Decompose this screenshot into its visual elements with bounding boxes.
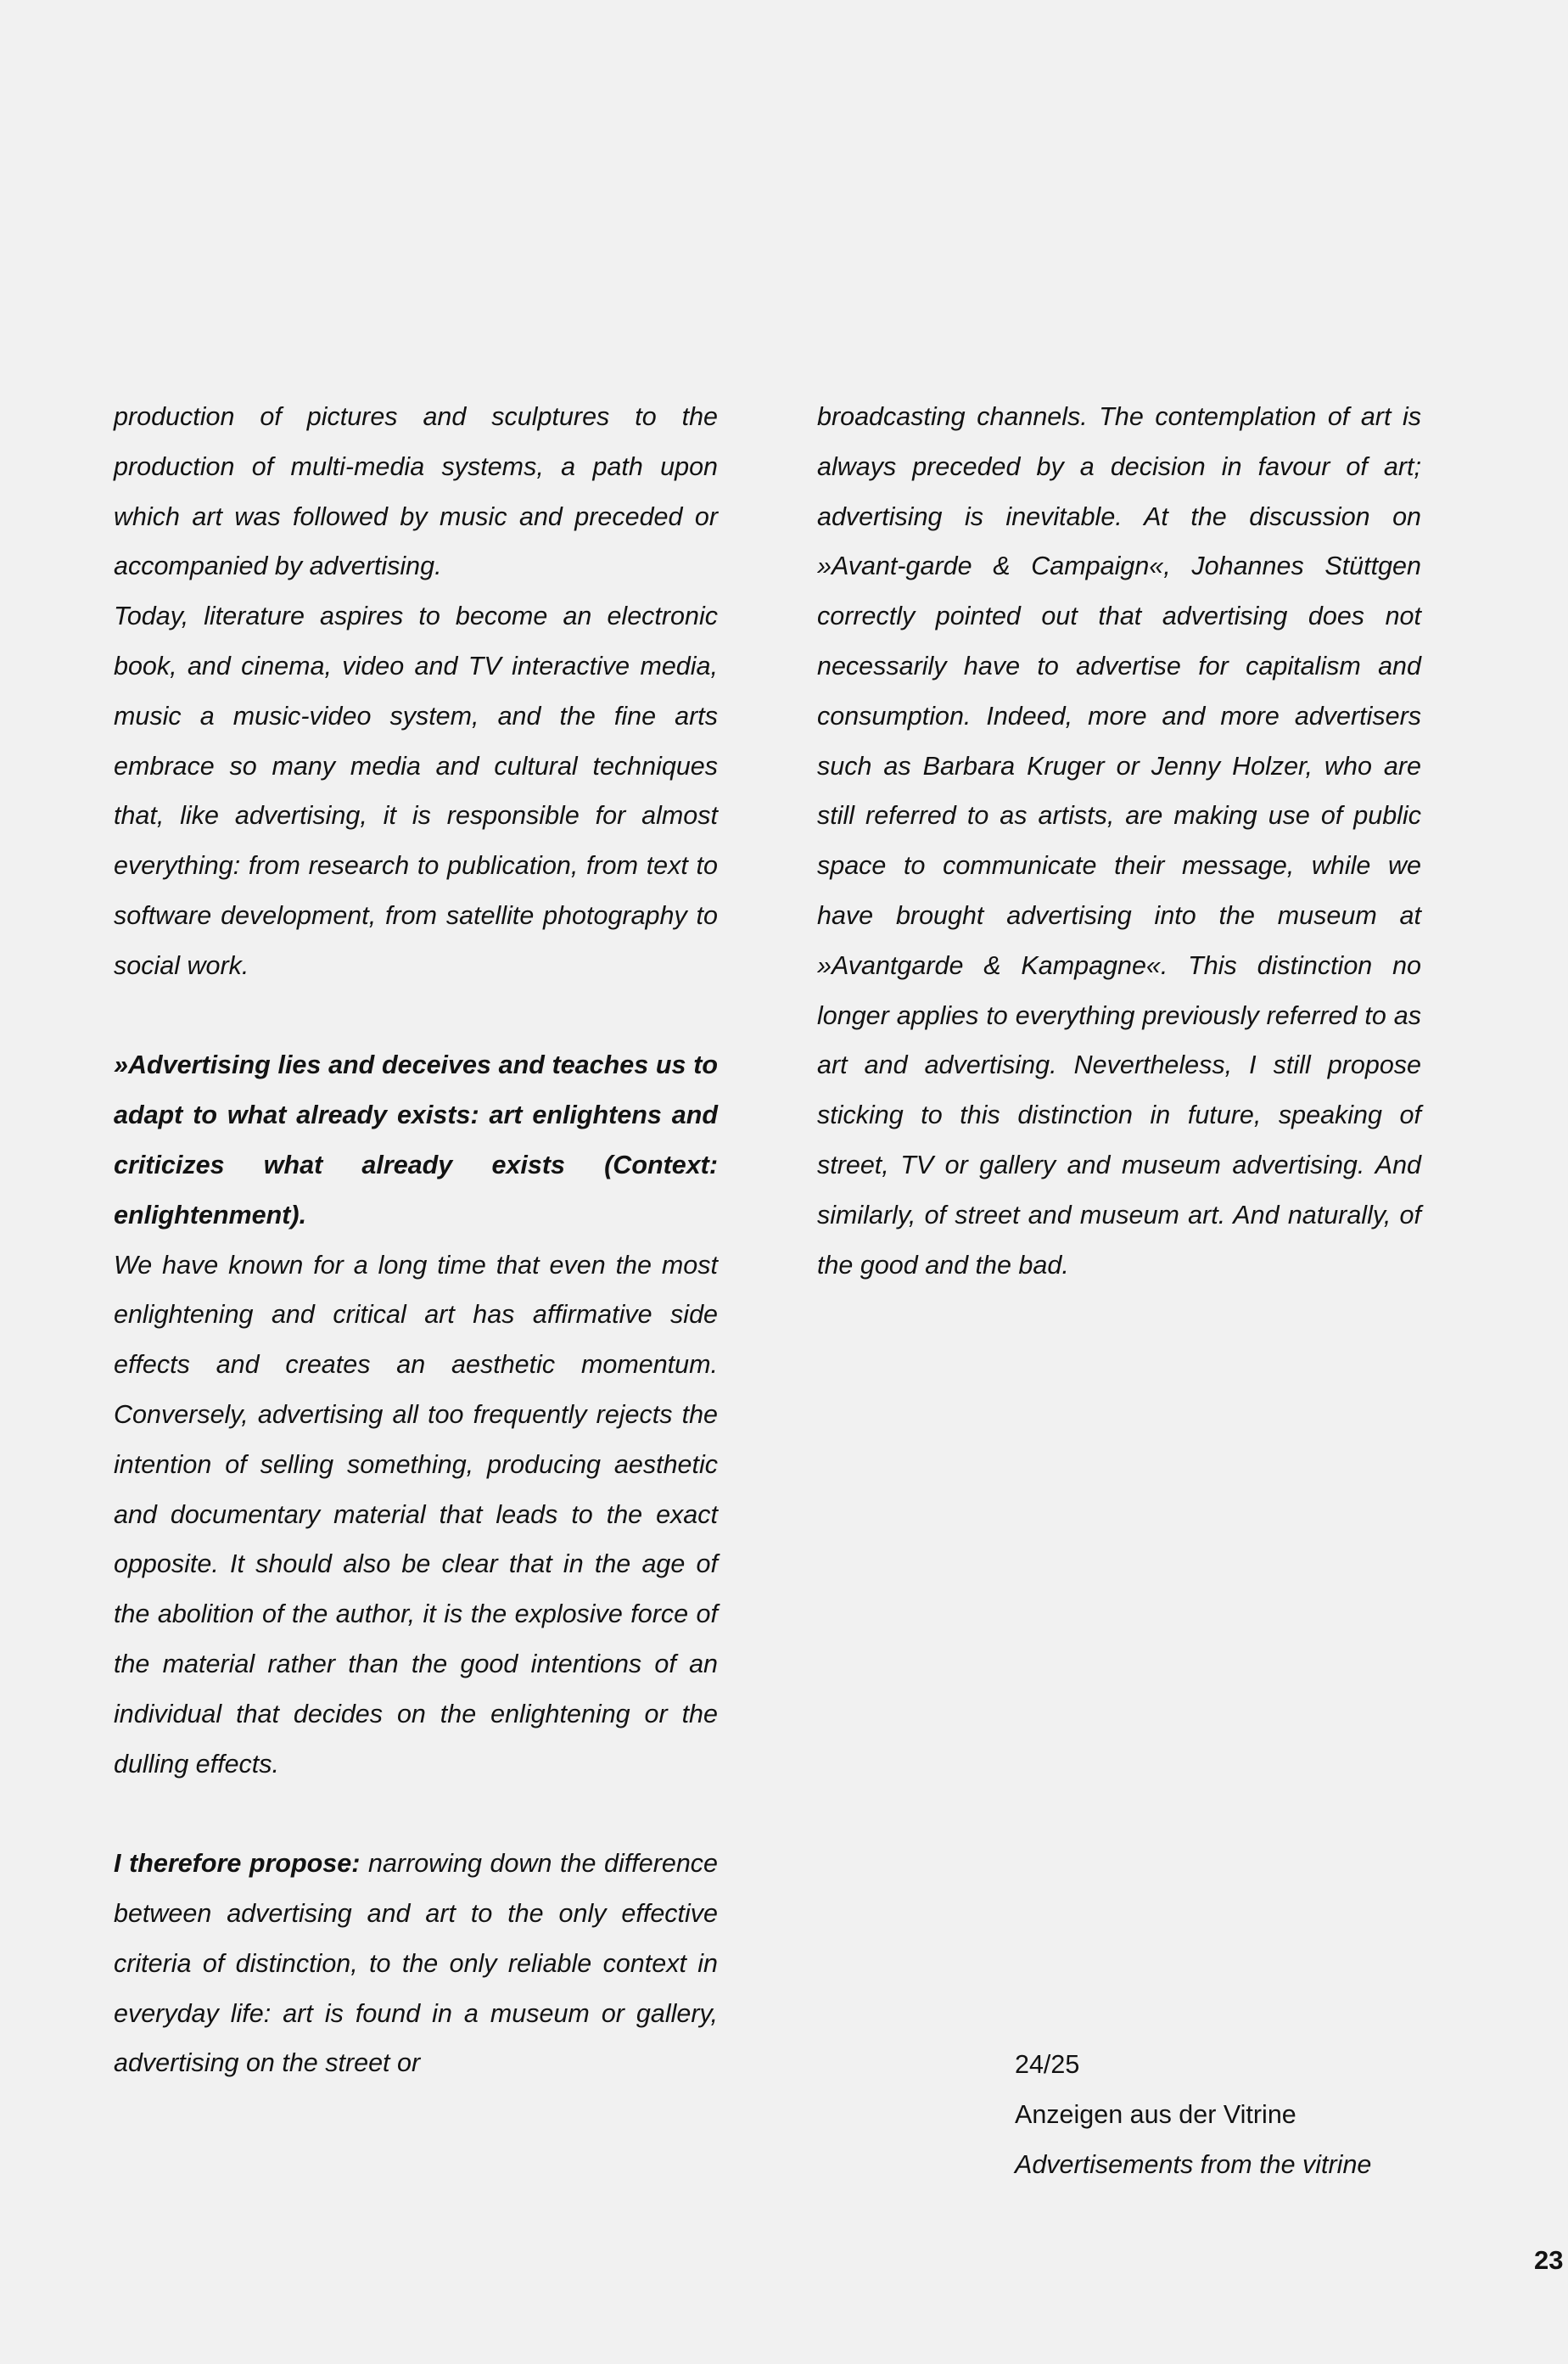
paragraph: production of pictures and sculptures to the production of multi-media systems, a path upon which art was followed by music and preceded or accompanied by advertising.	[114, 402, 718, 581]
paragraph: broadcasting channels. The contemplation of art is always preceded by a decision in favour of art; advertising is inevitable. At the discussion on »Avant-garde & Campaign«, Johannes Stüttgen correctly pointed out that advertising does not necessarily have to advertise for capitalism and consumption. Indeed, more and more advertisers such as Barbara Kruger or Jenny Holzer, who are still referred to as artists, are making use of public space to communicate their message, while we have brought advertising into the museum at »Avantgarde & Kampagne«. This distinction no longer applies to everything previously referred to as art and advertising. Nevertheless, I still propose sticking to this distinction in future, speaking of street, TV or gallery and museum advertising. And similarly, of street and museum art. And naturally, of the good and the bad.	[817, 402, 1421, 1280]
paragraph-gap	[114, 1789, 718, 1839]
caption-english: Advertisements from the vitrine	[1015, 2149, 1372, 2179]
caption-german: Anzeigen aus der Vitrine	[1015, 2099, 1296, 2129]
paragraph: We have known for a long time that even the most enlightening and critical art has affirmative side effects and creates an aesthetic momentum. Conversely, advertising all too frequently rejects the intention of selling something, producing aesthetic and documentary material that leads to the exact opposite. It should also be clear that in the age of the abolition of the author, it is the explosive force of the material rather than the good intentions of an individual that decides on the enlightening or the dulling effects.	[114, 1250, 718, 1779]
pull-quote: »Advertising lies and deceives and teaches us to adapt to what already exists: art enlightens and criticizes what already exists (Context: enlightenment).	[114, 1050, 718, 1230]
proposal-paragraph	[114, 1839, 718, 2088]
figure-caption	[1015, 2040, 1371, 2189]
proposal-lead: I therefore propose:	[114, 1849, 361, 1879]
page-number: 23	[1534, 2245, 1564, 2275]
caption-number: 24/25	[1015, 2050, 1080, 2079]
paragraph: Today, literature aspires to become an electronic book, and cinema, video and TV interactive media, music a music-video system, and the fine arts embrace so many media and cultural techniques that, like advertising, it is responsible for almost everything: from research to publication, from text to software development, from satellite photography to social work.	[114, 602, 718, 980]
left-column	[114, 392, 718, 2088]
right-column	[817, 392, 1421, 1290]
paragraph-gap	[114, 991, 718, 1041]
proposal-text: narrowing down the difference between advertising and art to the only effective criteria of distinction, to the only reliable context in everyday life: art is found in a museum or gallery, advertising on the street or	[114, 1849, 718, 2078]
